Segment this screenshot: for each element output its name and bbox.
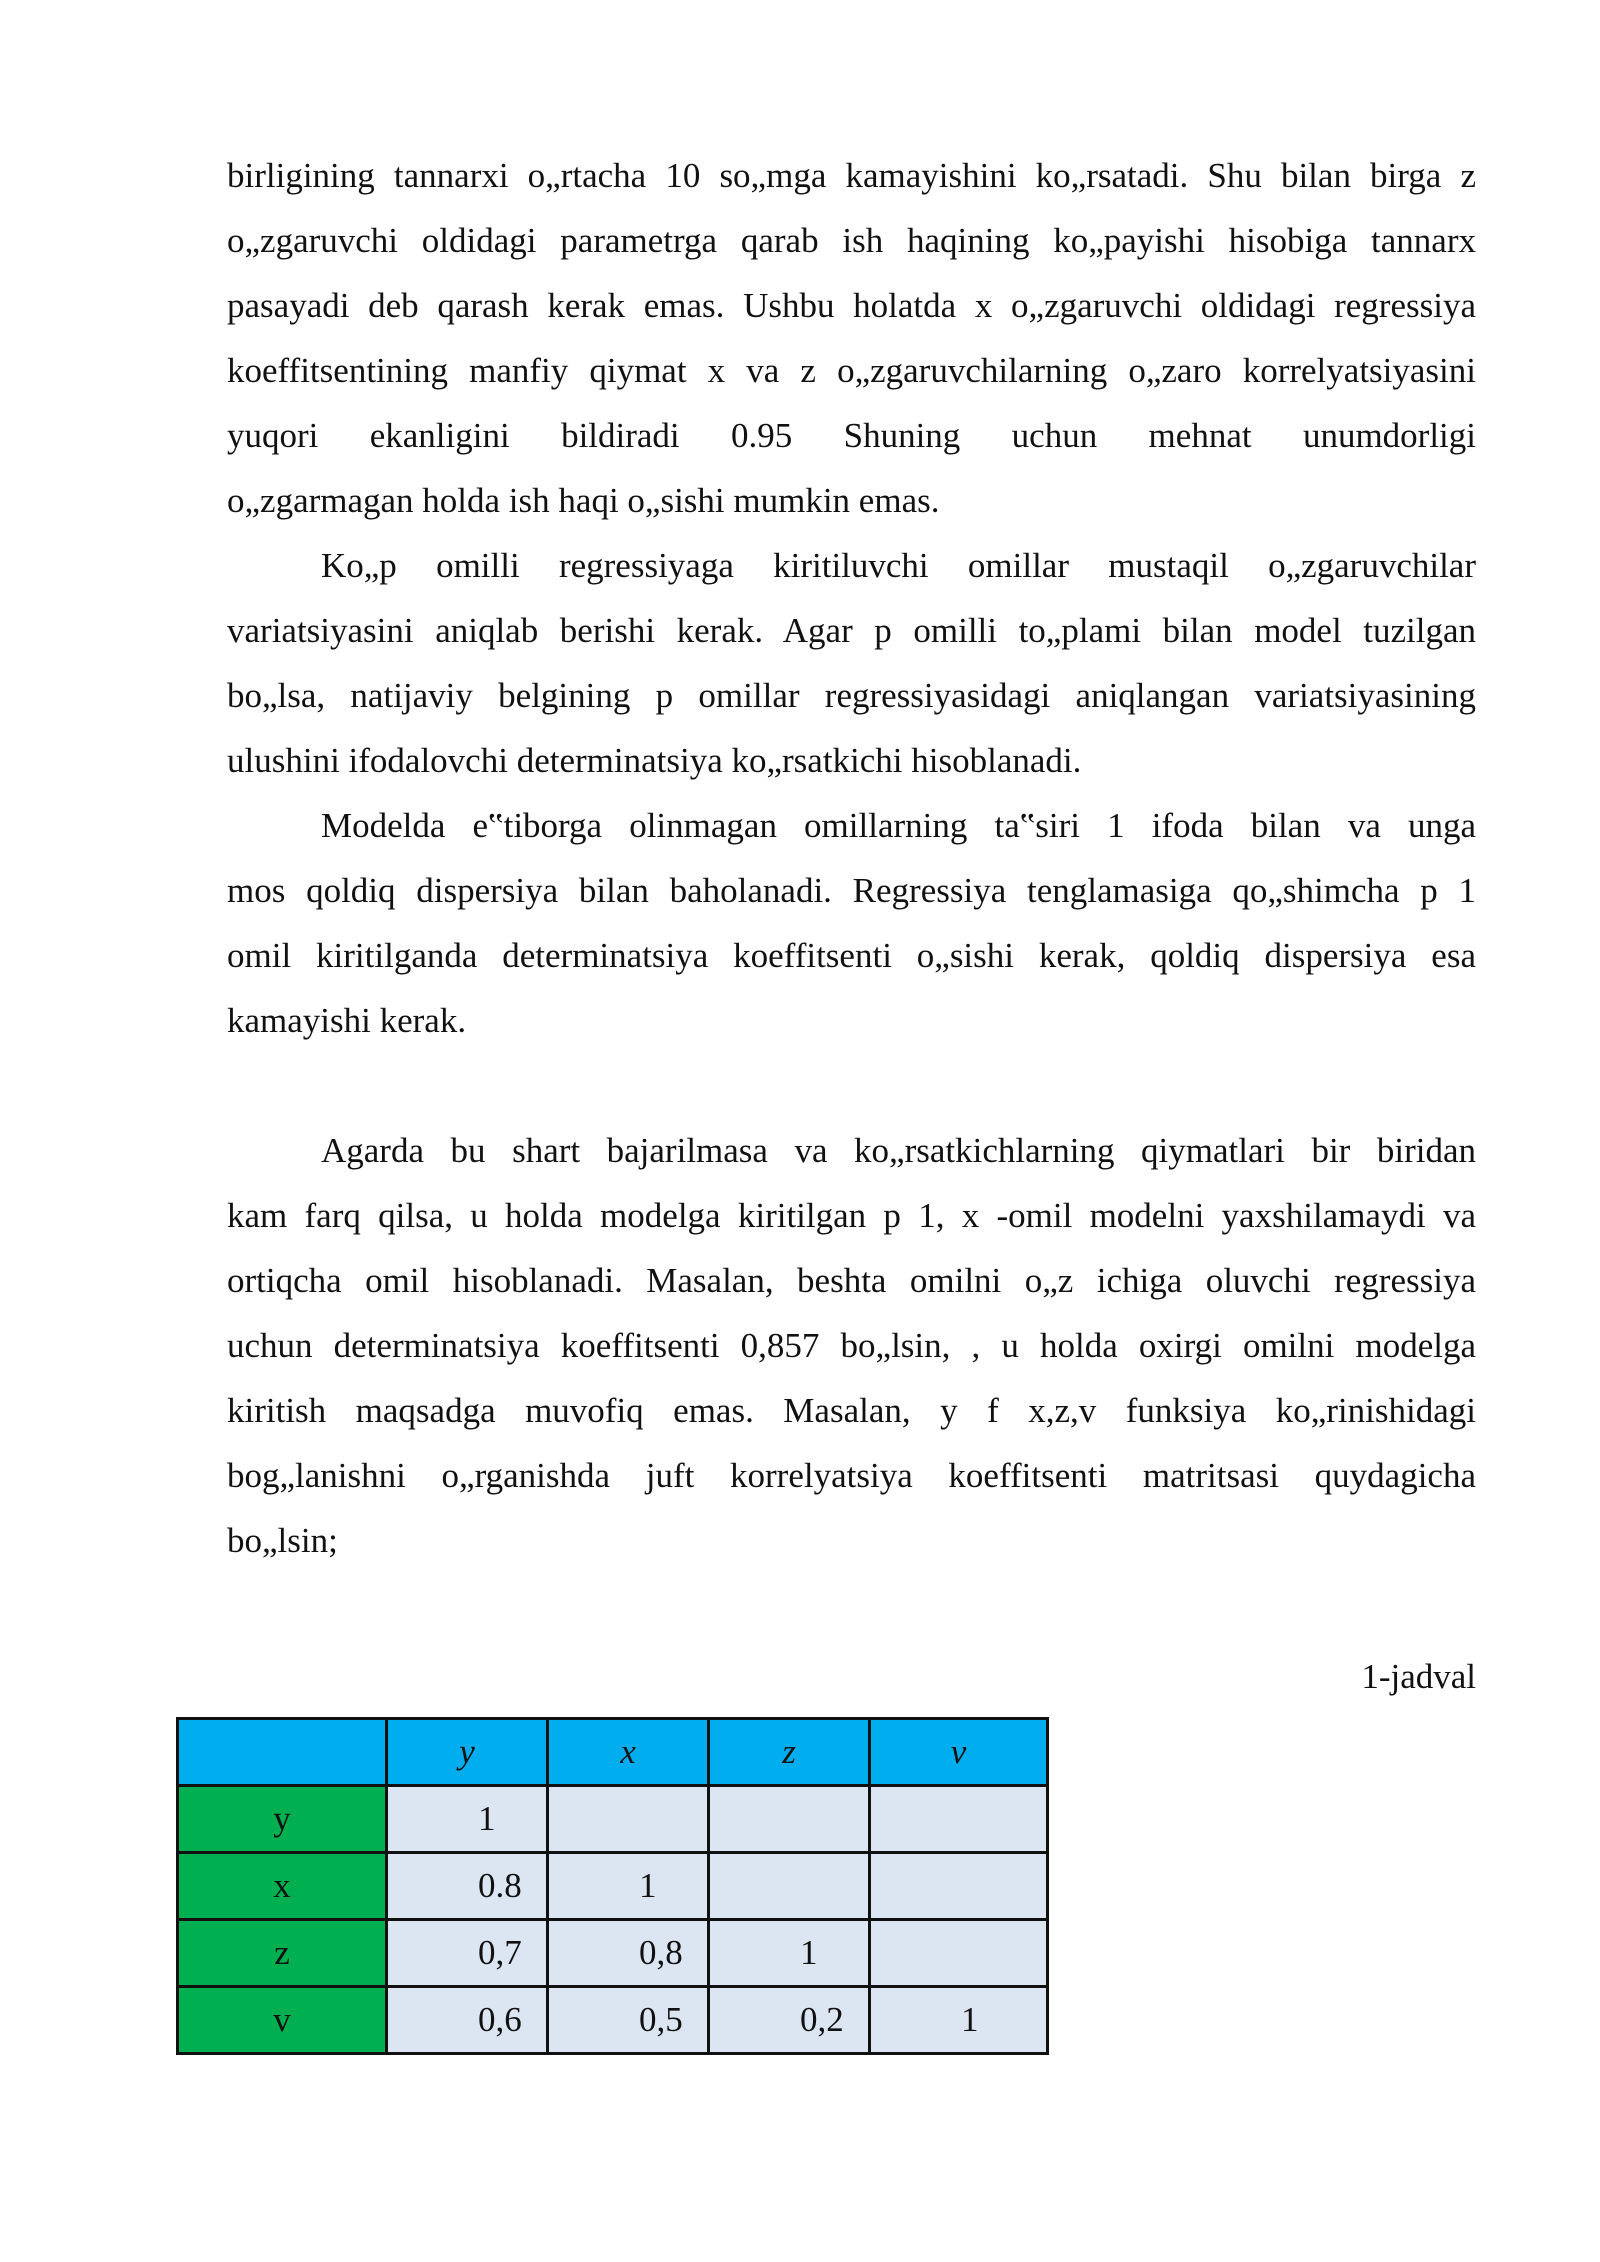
table-cell bbox=[709, 1786, 870, 1853]
paragraph-4-line-6: bog„lanishni o„rganishda juft korrelyatsiya koeffitsenti matritsasi quydagicha bbox=[227, 1456, 1476, 1495]
row-label: y bbox=[178, 1786, 387, 1853]
column-header-x: x bbox=[548, 1719, 709, 1786]
table-cell: 0,8 bbox=[548, 1920, 709, 1987]
paragraph-4-line-5: kiritish maqsadga muvofiq emas. Masalan, y f x,z,v funksiya ko„rinishidagi bbox=[227, 1391, 1476, 1430]
paragraph-4-line-3: ortiqcha omil hisoblanadi. Masalan, beshta omilni o„z ichiga oluvchi regressiya bbox=[227, 1261, 1476, 1300]
paragraph-3-line-1: Modelda e‟tiborga olinmagan omillarning ta‟siri 1 ifoda bilan va unga bbox=[321, 806, 1476, 845]
table-cell: 1 bbox=[870, 1987, 1048, 2054]
column-header-v: v bbox=[870, 1719, 1048, 1786]
paragraph-2-line-3: bo„lsa, natijaviy belgining p omillar regressiyasidagi aniqlangan variatsiyasining bbox=[227, 676, 1476, 715]
table-header-row bbox=[178, 1719, 1048, 1786]
table-cell: 0,5 bbox=[548, 1987, 709, 2054]
table-cell bbox=[548, 1786, 709, 1853]
paragraph-spacer bbox=[227, 1053, 1476, 1118]
table-cell: 1 bbox=[548, 1853, 709, 1920]
table-row bbox=[178, 1853, 1048, 1920]
table-cell: 0.8 bbox=[387, 1853, 548, 1920]
paragraph-4-line-4: uchun determinatsiya koeffitsenti 0,857 bo„lsin, , u holda oxirgi omilni modelga bbox=[227, 1326, 1476, 1365]
table-cell: 1 bbox=[387, 1786, 548, 1853]
correlation-matrix-table bbox=[176, 1717, 1049, 2055]
table-row bbox=[178, 1987, 1048, 2054]
table-cell bbox=[709, 1853, 870, 1920]
paragraph-1-line-2: o„zgaruvchi oldidagi parametrga qarab ish haqining ko„payishi hisobiga tannarx bbox=[227, 221, 1476, 260]
paragraph-1-line-5: yuqori ekanligini bildiradi 0.95 Shuning uchun mehnat unumdorligi bbox=[227, 416, 1476, 455]
table-cell: 0,6 bbox=[387, 1987, 548, 2054]
table-cell bbox=[870, 1853, 1048, 1920]
paragraph-1-line-1: birligining tannarxi o„rtacha 10 so„mga kamayishini ko„rsatadi. Shu bilan birga z bbox=[227, 156, 1476, 195]
column-header-y: y bbox=[387, 1719, 548, 1786]
paragraph-3-line-2: mos qoldiq dispersiya bilan baholanadi. Regressiya tenglamasiga qo„shimcha p 1 bbox=[227, 871, 1476, 910]
paragraph-1-line-6: o„zgarmagan holda ish haqi o„sishi mumkin emas. bbox=[227, 481, 940, 520]
table-cell: 1 bbox=[709, 1920, 870, 1987]
body-text bbox=[227, 143, 1476, 1573]
table-cell bbox=[870, 1920, 1048, 1987]
row-label: v bbox=[178, 1987, 387, 2054]
paragraph-2-line-2: variatsiyasini aniqlab berishi kerak. Agar p omilli to„plami bilan model tuzilgan bbox=[227, 611, 1476, 650]
row-label: z bbox=[178, 1920, 387, 1987]
table-caption: 1-jadval bbox=[1361, 1657, 1476, 1696]
table-cell bbox=[870, 1786, 1048, 1853]
paragraph-1-line-3: pasayadi deb qarash kerak emas. Ushbu holatda x o„zgaruvchi oldidagi regressiya bbox=[227, 286, 1476, 325]
paragraph-2-line-4: ulushini ifodalovchi determinatsiya ko„rsatkichi hisoblanadi. bbox=[227, 741, 1082, 780]
paragraph-2-line-1: Ko„p omilli regressiyaga kiritiluvchi omillar mustaqil o„zgaruvchilar bbox=[321, 546, 1476, 585]
paragraph-3-line-3: omil kiritilganda determinatsiya koeffitsenti o„sishi kerak, qoldiq dispersiya esa bbox=[227, 936, 1476, 975]
paragraph-3-line-4: kamayishi kerak. bbox=[227, 1001, 467, 1040]
table-cell: 0,7 bbox=[387, 1920, 548, 1987]
row-label: x bbox=[178, 1853, 387, 1920]
paragraph-4-line-2: kam farq qilsa, u holda modelga kiritilgan p 1, x -omil modelni yaxshilamaydi va bbox=[227, 1196, 1476, 1235]
table-row bbox=[178, 1786, 1048, 1853]
table-cell: 0,2 bbox=[709, 1987, 870, 2054]
paragraph-4-line-7: bo„lsin; bbox=[227, 1521, 338, 1560]
column-header-z: z bbox=[709, 1719, 870, 1786]
table-corner-cell bbox=[178, 1719, 387, 1786]
paragraph-4-line-1: Agarda bu shart bajarilmasa va ko„rsatkichlarning qiymatlari bir biridan bbox=[321, 1131, 1476, 1170]
paragraph-1-line-4: koeffitsentining manfiy qiymat x va z o„zgaruvchilarning o„zaro korrelyatsiyasini bbox=[227, 351, 1476, 390]
table-row bbox=[178, 1920, 1048, 1987]
